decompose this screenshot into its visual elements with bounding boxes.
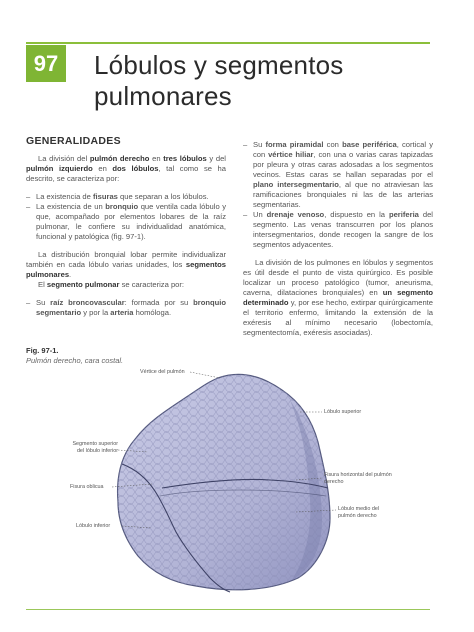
right-column bbox=[243, 140, 433, 338]
section-heading: GENERALIDADES bbox=[26, 135, 121, 147]
list-item: – Su raíz broncovascular: formada por su bronquio segmentario y por la arteria homóloga. bbox=[26, 298, 226, 318]
chapter-title: Lóbulos y segmentos pulmonares bbox=[94, 50, 344, 111]
segment-definition: El segmento pulmonar se caracteriza por: bbox=[38, 280, 185, 289]
footer-rule bbox=[26, 609, 430, 610]
lung-shape bbox=[110, 370, 340, 600]
segment-paragraph: La distribución bronquial lobar permite individualizar también en cada lóbulo varias unidades, los segmentos pulmonares. bbox=[26, 250, 226, 279]
segment-features-list-continued bbox=[243, 140, 433, 250]
chapter-number-badge bbox=[26, 45, 66, 82]
label-lower-lobe: Lóbulo inferior bbox=[76, 523, 111, 529]
label-upper-segment-lower-lobe: Segmento superior del lóbulo inferior bbox=[72, 441, 118, 454]
figure-subtitle: Pulmón derecho, cara costal. bbox=[26, 356, 124, 365]
label-horizontal-fissure: Fisura horizontal del pulmón derecho bbox=[324, 472, 392, 485]
lung-figure bbox=[0, 360, 474, 610]
figure-number: Fig. 97-1. bbox=[26, 346, 59, 355]
label-upper-lobe: Lóbulo superior bbox=[324, 409, 362, 415]
list-item: – Su forma piramidal con base periférica, cortical y con vértice hiliar, con una o varias caras tapizadas por pleura y otras caras adosadas a los segmentos vecinos. Estas caras se hallan separadas por el plano intersegmentario, al que no atraviesan las ramificaciones bronquiales ni las de las arterias segmentarias. bbox=[243, 140, 433, 210]
label-oblique-fissure: Fisura oblicua bbox=[70, 484, 104, 490]
surgical-paragraph: La división de los pulmones en lóbulos y segmentos es útil desde el punto de vista quirúrgico. Es posible localizar un proceso patológico (tumor, aneurisma, caverna, dilataciones bronquiales) en un segmento determinado y, por ese hecho, extirpar quirúrgicamente el territorio enfermo, limitando la extensión de la exéresis al mínimo necesario (lobectomía, segmentectomía, exéresis asociadas). bbox=[243, 258, 433, 337]
header-rule bbox=[26, 42, 430, 44]
lobe-features-list bbox=[26, 192, 226, 242]
list-item: – La existencia de un bronquio que ventila cada lóbulo y que, acompañado por elementos lobares de la raíz pulmonar, le confiere su individualidad anatómica, funcional y patológica (fig. 97-1). bbox=[26, 202, 226, 242]
segment-features-list bbox=[26, 298, 226, 318]
label-middle-lobe: Lóbulo medio del pulmón derecho bbox=[338, 506, 380, 519]
left-column bbox=[26, 136, 226, 318]
list-item: – Un drenaje venoso, dispuesto en la periferia del segmento. Las venas transcurren por los planos intersegmentarios, donde recogen la sangre de los segmentos adyacentes. bbox=[243, 210, 433, 250]
label-apex: Vértice del pulmón bbox=[140, 369, 185, 375]
chapter-number: 97 bbox=[33, 50, 59, 76]
intro-paragraph: La división del pulmón derecho en tres lóbulos y del pulmón izquierdo en dos lóbulos, tal como se ha descrito, se caracteriza por: bbox=[26, 154, 227, 183]
list-item: – La existencia de fisuras que separan a los lóbulos. bbox=[26, 192, 226, 202]
